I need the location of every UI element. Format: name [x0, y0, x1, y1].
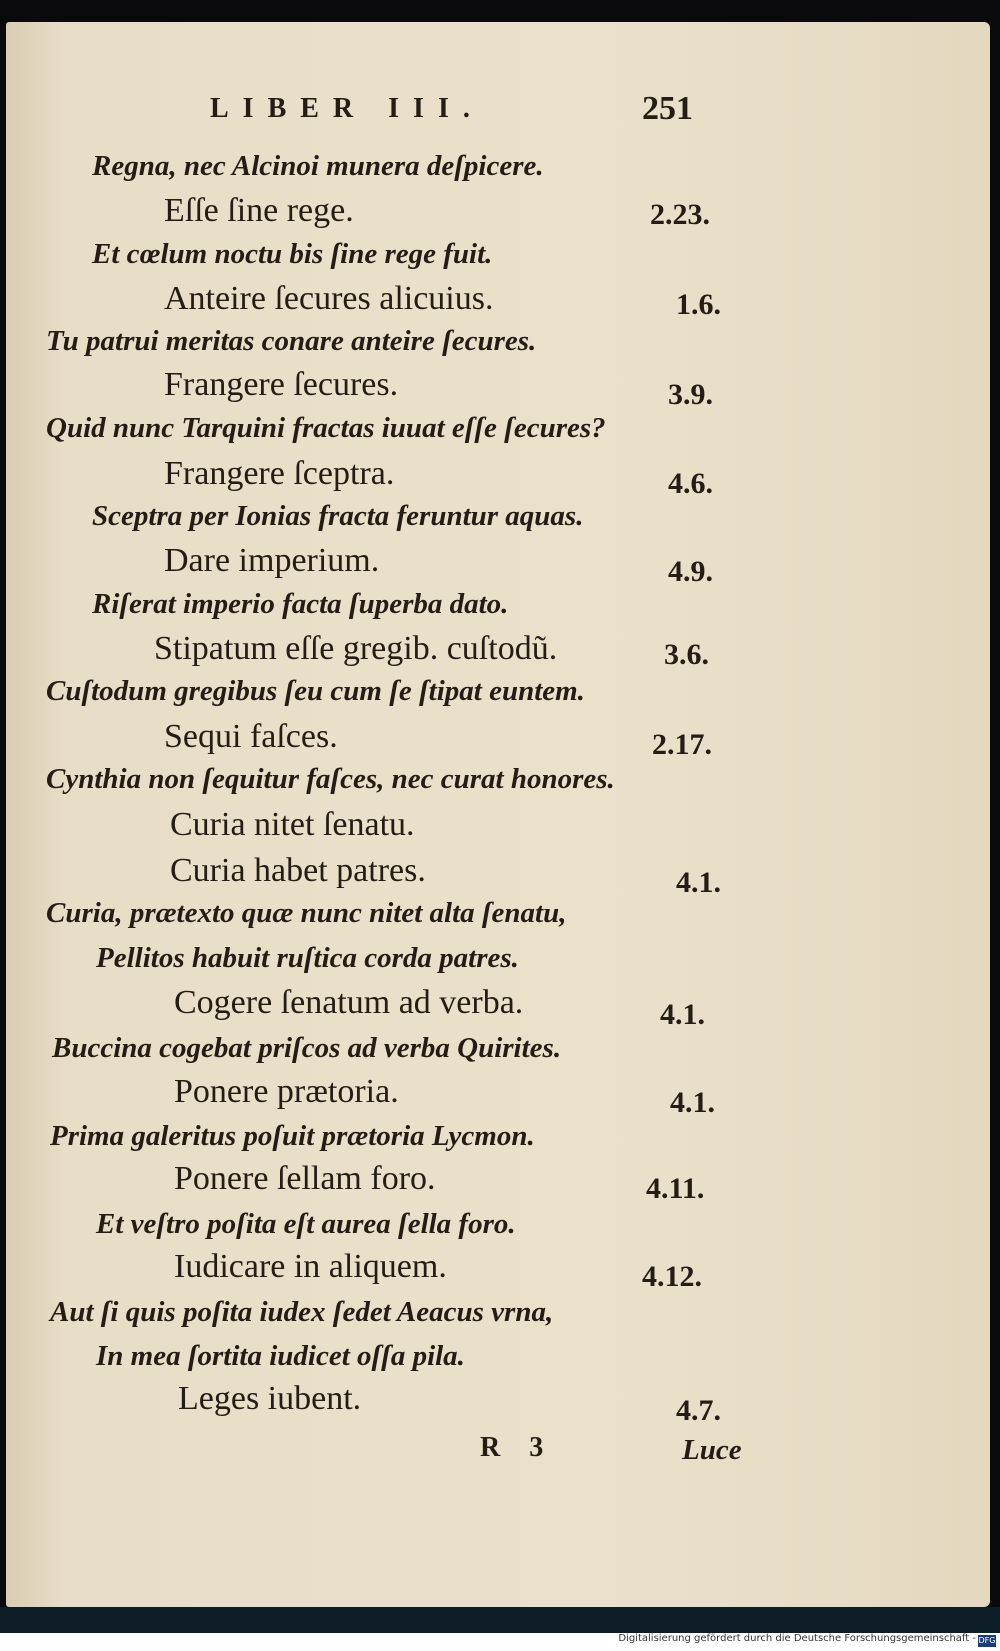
quote-line: Riſerat imperio facta ſuperba dato.	[92, 588, 509, 620]
signature-mark: R 3	[480, 1432, 544, 1463]
lemma-line: Dare imperium.	[164, 542, 380, 579]
quote-line: Prima galeritus poſuit prætoria Lycmon.	[50, 1120, 535, 1152]
quote-line: In mea ſortita iudicet oſſa pila.	[96, 1340, 465, 1372]
lemma-line: Eſſe ſine rege.	[164, 192, 354, 229]
reference-number: 4.1.	[660, 998, 705, 1031]
reference-number: 4.1.	[676, 866, 721, 899]
quote-line: Sceptra per Ionias fracta feruntur aquas.	[92, 500, 584, 532]
lemma-line: Anteire ſecures alicuius.	[164, 280, 494, 317]
lemma-line: Stipatum eſſe gregib. cuſtodũ.	[154, 630, 558, 667]
reference-number: 4.7.	[676, 1394, 721, 1427]
lemma-line: Cogere ſenatum ad verba.	[174, 984, 524, 1021]
quote-line: Regna, nec Alcinoi munera deſpicere.	[92, 150, 544, 182]
reference-number: 3.6.	[664, 638, 709, 671]
lemma-line: Ponere ſellam foro.	[174, 1160, 436, 1197]
quote-line: Tu patrui meritas conare anteire ſecures.	[46, 325, 537, 357]
lemma-line: Iudicare in aliquem.	[174, 1248, 447, 1285]
lemma-line: Frangere ſecures.	[164, 366, 399, 403]
lemma-line: Sequi faſces.	[164, 718, 338, 755]
reference-number: 3.9.	[668, 378, 713, 411]
footer-credit: Digitalisierung gefördert durch die Deutsche Forschungsgemeinschaft -	[618, 1633, 976, 1644]
lemma-line: Frangere ſceptra.	[164, 455, 395, 492]
reference-number: 2.23.	[650, 198, 710, 231]
reference-number: 4.9.	[668, 555, 713, 588]
catchword: Luce	[682, 1434, 742, 1466]
quote-line: Cuſtodum gregibus ſeu cum ſe ſtipat euntem.	[46, 675, 585, 707]
quote-line: Aut ſi quis poſita iudex ſedet Aeacus vrna,	[50, 1296, 554, 1328]
reference-number: 4.1.	[670, 1086, 715, 1119]
lemma-line: Curia nitet ſenatu.	[170, 806, 415, 843]
reference-number: 4.6.	[668, 467, 713, 500]
quote-line: Buccina cogebat priſcos ad verba Quirites.	[52, 1032, 562, 1064]
reference-number: 4.11.	[646, 1172, 705, 1205]
quote-line: Curia, prætexto quæ nunc nitet alta ſenatu,	[46, 897, 567, 929]
quote-line: Quid nunc Tarquini fractas iuuat eſſe ſecures?	[46, 412, 606, 444]
dfg-logo: DFG	[978, 1636, 996, 1645]
running-title: LIBER III.	[210, 93, 484, 124]
reference-number: 4.12.	[642, 1260, 702, 1293]
page-number: 251	[642, 90, 693, 127]
quote-line: Et veſtro poſita eſt aurea ſella foro.	[96, 1208, 516, 1240]
digitization-footer	[0, 1633, 1000, 1651]
scan-border	[0, 1607, 1000, 1633]
lemma-line: Curia habet patres.	[170, 852, 426, 889]
quote-line: Cynthia non ſequitur faſces, nec curat honores.	[46, 763, 615, 795]
reference-number: 1.6.	[676, 288, 721, 321]
reference-number: 2.17.	[652, 728, 712, 761]
quote-line: Et cœlum noctu bis ſine rege fuit.	[92, 238, 493, 270]
lemma-line: Leges iubent.	[178, 1380, 362, 1417]
lemma-line: Ponere prætoria.	[174, 1073, 399, 1110]
quote-line: Pellitos habuit ruſtica corda patres.	[96, 942, 519, 974]
